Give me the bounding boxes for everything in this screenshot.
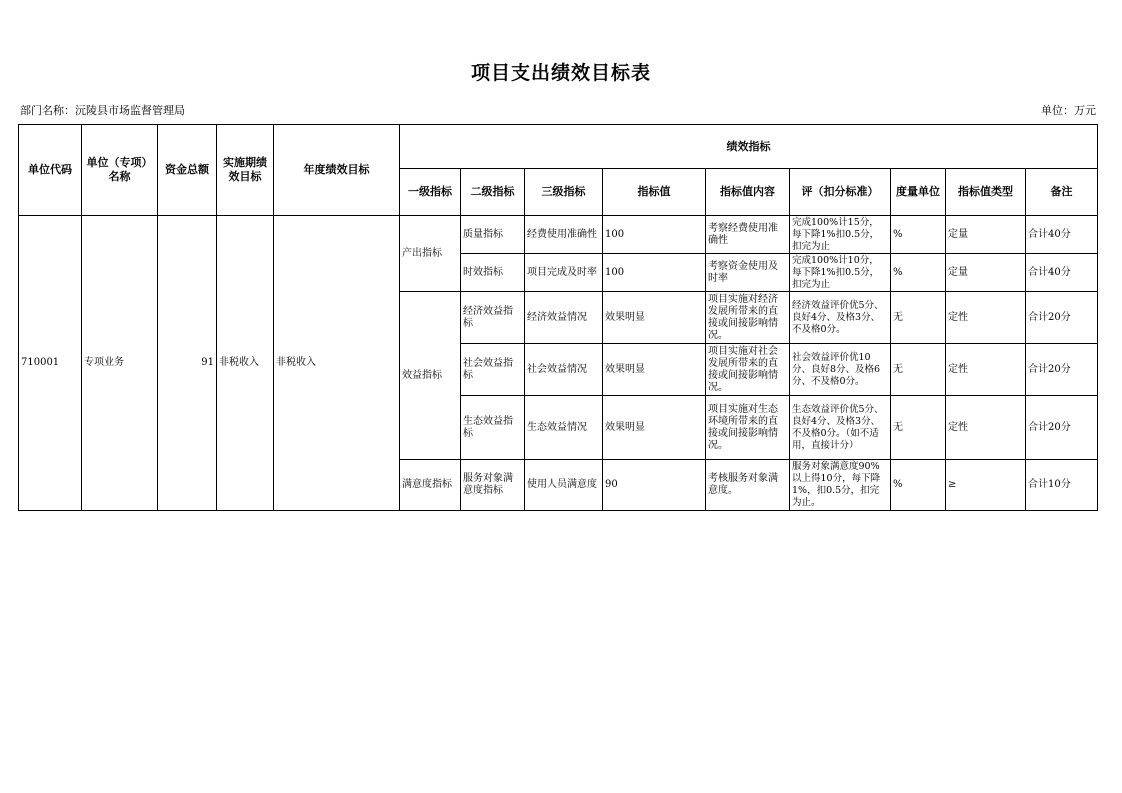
- cell-value: 100: [603, 216, 706, 254]
- cell-value: 100: [603, 254, 706, 292]
- cell-unit-code: 710001: [19, 216, 82, 511]
- header-level2: 二级指标: [461, 169, 525, 216]
- cell-measure-unit: 无: [891, 396, 946, 460]
- cell-level3: 经费使用准确性: [525, 216, 603, 254]
- cell-value: 效果明显: [603, 344, 706, 396]
- cell-value-type: 定性: [946, 396, 1026, 460]
- header-value-content: 指标值内容: [706, 169, 790, 216]
- cell-value-content: 考核服务对象满意度。: [706, 460, 790, 511]
- department-label: 部门名称：沅陵县市场监督管理局: [20, 104, 185, 117]
- cell-remark: 合计20分: [1026, 292, 1098, 344]
- header-value-type: 指标值类型: [946, 169, 1026, 216]
- cell-scoring: 社会效益评价优10分、良好8分、及格6分、不及格0分。: [790, 344, 891, 396]
- cell-value-type: 定性: [946, 292, 1026, 344]
- cell-total-funds: 91: [158, 216, 217, 511]
- cell-level3: 项目完成及时率: [525, 254, 603, 292]
- cell-level2: 服务对象满意度指标: [461, 460, 525, 511]
- header-scoring: 评（扣分标准）: [790, 169, 891, 216]
- header-total-funds: 资金总额: [158, 125, 217, 216]
- cell-level3: 生态效益情况: [525, 396, 603, 460]
- cell-value-type: 定量: [946, 254, 1026, 292]
- cell-annual-target: 非税收入: [274, 216, 400, 511]
- header-row-group: [19, 125, 1098, 169]
- page-title: 项目支出绩效目标表: [470, 62, 651, 84]
- table-row: [19, 216, 1098, 254]
- cell-remark: 合计20分: [1026, 396, 1098, 460]
- unit-label: 单位：万元: [1041, 104, 1096, 117]
- cell-scoring: 经济效益评价优5分、良好4分、及格3分、不及格0分。: [790, 292, 891, 344]
- cell-measure-unit: 无: [891, 292, 946, 344]
- cell-group-output: 产出指标: [400, 216, 461, 292]
- cell-value: 效果明显: [603, 292, 706, 344]
- header-value: 指标值: [603, 169, 706, 216]
- header-annual-target: 年度绩效目标: [274, 125, 400, 216]
- cell-remark: 合计40分: [1026, 216, 1098, 254]
- cell-value: 效果明显: [603, 396, 706, 460]
- header-unit-name: 单位（专项）名称: [82, 125, 158, 216]
- cell-scoring: 完成100%计10分，每下降1%扣0.5分，扣完为止: [790, 254, 891, 292]
- cell-level2: 社会效益指标: [461, 344, 525, 396]
- cell-period-target: 非税收入: [217, 216, 274, 511]
- cell-measure-unit: %: [891, 216, 946, 254]
- cell-level2: 质量指标: [461, 216, 525, 254]
- header-period-target: 实施期绩效目标: [217, 125, 274, 216]
- cell-value-type: 定量: [946, 216, 1026, 254]
- cell-level3: 社会效益情况: [525, 344, 603, 396]
- header-remarks: 备注: [1026, 169, 1098, 216]
- cell-measure-unit: 无: [891, 344, 946, 396]
- cell-value-type: 定性: [946, 344, 1026, 396]
- cell-remark: 合计20分: [1026, 344, 1098, 396]
- cell-value-content: 项目实施对生态环境所带来的直接或间接影响情况。: [706, 396, 790, 460]
- header-level1: 一级指标: [400, 169, 461, 216]
- cell-value: 90: [603, 460, 706, 511]
- header-level3: 三级指标: [525, 169, 603, 216]
- header-perf-indicators: 绩效指标: [400, 125, 1098, 169]
- cell-level2: 经济效益指标: [461, 292, 525, 344]
- cell-level3: 经济效益情况: [525, 292, 603, 344]
- cell-remark: 合计40分: [1026, 254, 1098, 292]
- cell-group-satisfaction: 满意度指标: [400, 460, 461, 511]
- cell-unit-name: 专项业务: [82, 216, 158, 511]
- cell-remark: 合计10分: [1026, 460, 1098, 511]
- cell-level3: 使用人员满意度: [525, 460, 603, 511]
- cell-group-benefit: 效益指标: [400, 292, 461, 460]
- header-unit-code: 单位代码: [19, 125, 82, 216]
- cell-value-content: 项目实施对经济发展所带来的直接或间接影响情况。: [706, 292, 790, 344]
- cell-scoring: 完成100%计15分，每下降1%扣0.5分，扣完为止: [790, 216, 891, 254]
- cell-level2: 时效指标: [461, 254, 525, 292]
- cell-measure-unit: %: [891, 460, 946, 511]
- performance-table: [18, 124, 1098, 511]
- cell-value-content: 考察经费使用准确性: [706, 216, 790, 254]
- cell-value-content: 项目实施对社会发展所带来的直接或间接影响情况。: [706, 344, 790, 396]
- cell-scoring: 生态效益评价优5分、良好4分、及格3分、不及格0分。（如不适用，直接计分）: [790, 396, 891, 460]
- header-measure-unit: 度量单位: [891, 169, 946, 216]
- cell-value-type: ≥: [946, 460, 1026, 511]
- cell-measure-unit: %: [891, 254, 946, 292]
- cell-scoring: 服务对象满意度90%以上得10分，每下降1%，扣0.5分，扣完为止。: [790, 460, 891, 511]
- cell-level2: 生态效益指标: [461, 396, 525, 460]
- cell-value-content: 考察资金使用及时率: [706, 254, 790, 292]
